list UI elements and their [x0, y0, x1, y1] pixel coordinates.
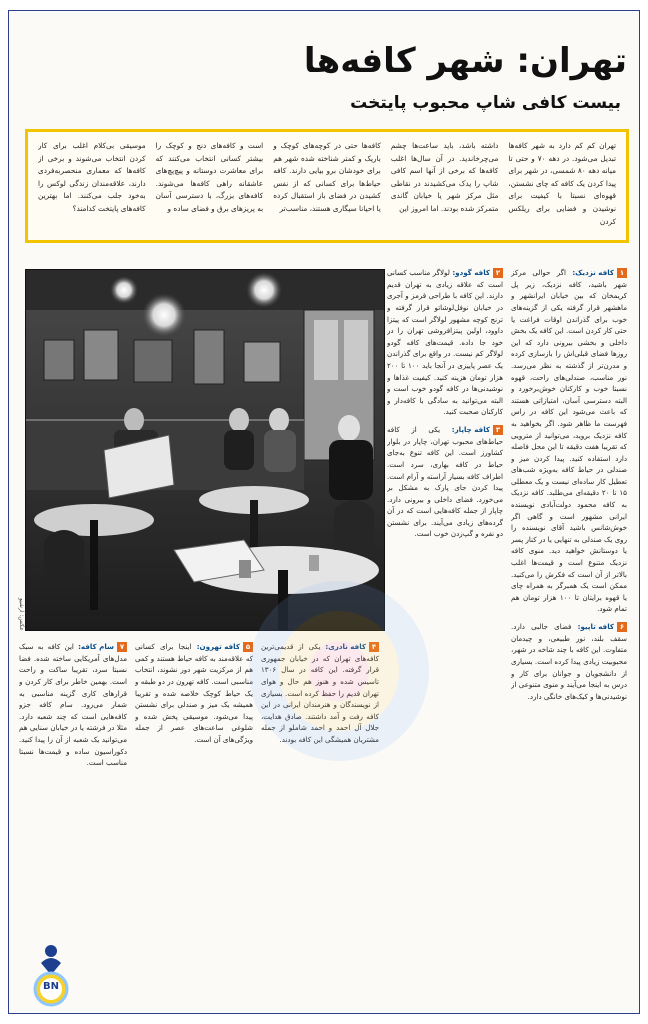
- intro-box: [25, 129, 629, 243]
- column-right: [511, 267, 627, 1011]
- column-bottom-2: [135, 641, 253, 1011]
- column-bottom-1: [261, 641, 379, 1011]
- section-5-number: ۵: [243, 642, 253, 652]
- intro-col-3: کافه‌ها حتی در کوچه‌های کوچک و باریک و کمتر شناخته شده شهر هم برای خودشان برو بیایی دارند. کافه حیاط‌ها برای کسانی که از نفس کشیدن در فضای باز استقبال کرده یا احیانا سیگاری هستند، مناسب‌تر: [273, 141, 381, 213]
- intro-col-4: است و کافه‌های دنج و کوچک را بیشتر کسانی انتخاب می‌کنند که برای معاشرت دوستانه و پیچ‌پچ‌های عاشقانه راهی کافه‌ها می‌شوند. کافه‌های بزرگ، با دسترسی آسان به پریزهای برق و فضای ساده و: [155, 141, 264, 213]
- magazine-page: [8, 10, 640, 1014]
- intro-col-1: تهران کم کم دارد به شهر کافه‌ها تبدیل می‌شود. در دهه ۷۰ و حتی تا میانه دهه ۸۰ شمسی، در شهر برای پیدا کردن یک کافه که چای نشستن، قهوه‌ای نسبتا با کیفیت برای نوشیدن و فضایی برای ریلکس کردن: [508, 141, 616, 226]
- section-1-number: ۱: [617, 268, 627, 278]
- section-5-text: اینجا برای کسانی که علاقه‌مند به کافه حیاط هستند و کمی هم از مرکزیت شهر دور نشوند، انتخاب مناسبی است. کافه تهرون در دو طبقه و یک حیاط کوچک خلاصه شده و تقریبا همیشه یک میز و صندلی برای نشستن پیدا می‌شود. موسیقی پخش شده و شلوغی ساعت‌های عصر از جمله ویژگی‌های آن است.: [135, 642, 253, 744]
- section-1: [511, 267, 627, 615]
- section-7-heading: [78, 641, 127, 653]
- bn-logo: [27, 941, 75, 1013]
- section-6-text: فضای جالبی دارد. سقف بلند، نور طبیعی، و چیدمان متفاوت. این کافه با چند شاخه در شهر، محبوبیت زیادی پیدا کرده است. بسیاری از دانشجویان و جوانان برای کار و درس به اینجا می‌آیند و منوی متنوعی از نوشیدنی‌ها و کیک‌های خانگی دارد.: [511, 622, 627, 701]
- section-3-text: یکی از کافه حیاط‌های محبوب تهران، چاپار در بلوار کشاورز است. این کافه تنوع به‌جای حیاط در کافه بهاری، سرد است. اطراف کافه بسیار آراسته و آرام است. پیدا کردن جای پارک به مشکل بر می‌خورد. فضای داخلی و بیرونی دارد. چاپار از جمله کافه‌هایی است که در آن گرده‌های زیادی می‌آیند. برای نشستن دو نفره و گپ‌زدن خوب است.: [387, 424, 503, 539]
- section-6-title: کافه تاپیو:: [577, 622, 614, 632]
- bn-logo-text: BN: [43, 981, 59, 992]
- section-7: [19, 641, 127, 769]
- section-7-title: سام کافه:: [78, 642, 114, 652]
- section-6-number: ۶: [617, 622, 627, 632]
- section-4-title: کافه نادری:: [325, 642, 366, 652]
- section-4-text: یکی از قدیمی‌ترین کافه‌های تهران که در خیابان جمهوری قرار گرفته. این کافه در سال ۱۳۰۶ تاسیس شده و هنوز هم حال و هوای تهران قدیم را حفظ کرده است. بسیاری از نویسندگان و هنرمندان ایرانی در این کافه رفت و آمد داشتند. صادق هدایت، جلال آل احمد و احمد شاملو از جمله مشتریان همیشگی این کافه بودند.: [261, 642, 379, 744]
- section-6: [511, 621, 627, 702]
- section-2-text: لولاگر مناسب کسانی است که علاقه زیادی به تهران قدیم دارند. این کافه با طراحی قرمز و آجری در خیابان نوفل‌لوشاتو قرار گرفته و ترنج کوچه مشهور لولاگر است که پیتزا داوود، اولین پیتزافروشی تهران را در خود جا داده. قیمت‌های کافه گودو لولاگر کم نیست. در واقع برای گذراندن یک عصر پاییزی در آنجا باید ۱۰۰ تا ۲۰۰ هزار تومان هزینه کنید. کیفیت غذاها و نوشیدنی‌ها در کافه گودو خوب است و البته می‌توانید به سادگی با کافه‌دار و کارکنان صحبت کنید.: [387, 268, 503, 417]
- section-7-text: این کافه به سبک مدل‌های آمریکایی ساخته شده. فضا نسبتا سرد، تقریبا ساکت و راحت است. بهمین خاطر برای کار کردن و قرارهای کاری گزینه مناسبی به شمار می‌رود. سام کافه جزو کافه‌هایی است که چند شعبه دارد. مثلا در فرشته یا در خیابان سنایی هم می‌توانید یک شعبه از آن را پیدا کنید. دکوراسیون ساده و قیمت‌ها نسبتا مناسب است.: [19, 642, 127, 768]
- section-2-number: ۲: [493, 268, 503, 278]
- section-2-title: کافه گودو:: [452, 268, 490, 278]
- article-title: تهران: شهر کافه‌ها: [303, 41, 627, 81]
- cafe-photo: [25, 269, 385, 631]
- column-second: [387, 267, 503, 1011]
- photo-credit: عکس: آرشیو: [18, 598, 25, 631]
- intro-col-2: داشته باشد، باید ساعت‌ها چشم می‌چرخاندید. در آن سال‌ها اغلب کافه‌ها که برخی از آنها اسم کافی شاپ را یدک می‌کشیدند در نقاطی مثل مرکز شهر یا خیابان گاندی متمرکز شده بودند. اما امروز این: [390, 141, 499, 213]
- section-4-number: ۴: [369, 642, 379, 652]
- section-3: [387, 424, 503, 540]
- section-2-heading: [452, 267, 503, 279]
- section-4: [261, 641, 379, 746]
- section-4-heading: [325, 641, 379, 653]
- section-1-text: اگر حوالی مرکز شهر باشید، کافه نزدیک، زیر پل کریمخان که بین خیابان ایرانشهر و ماهشهر قرار گرفته یکی از گزینه‌های خوب برای گذراندن اوقات فراغت یا حتی کار کردن است. این کافه یک بخش داخلی و بخشی بیرونی دارد که این روزها فضای قبلی‌اش را بازسازی کرده و مدرن‌تر از گذشته به نظر می‌رسد. نور مناسب، صندلی‌های راحت، قهوه نسبتا خوب و کارکنان خوش‌برخورد و البته دسترسی آسان، امتیازاتی هستند که باعث می‌شود این کافه در راس فهرست ما ظاهر شود. اگر بخواهید به کافه نزدیک بروید، می‌توانید از مترویی که تقریبا هفت دقیقه تا این محل فاصله دارد استفاده کنید. پیدا کردن میز و صندلی در حیاط کافه به‌ویژه شب‌های تعطیل کار ساده‌ای نیست و یک معطلی ۱۵ تا ۲۰ دقیقه‌ای می‌طلبد. کافه نزدیک به کافه محمود دولت‌آبادی نویسنده ایرانی مشهور است و گاهی اگر خوش‌شانس باشید آقای نویسنده را روی یک صندلی به تنهایی یا در کنار پسر یا دوستانش خواهید دید. منوی کافه نزدیک متنوع است و قیمت‌ها اغلب بالاتر از آن است که فکرش را می‌کنید. ممکن است یک همبرگر به همراه چای یا قهوه برایتان تا ۱۰۰ هزار تومان هم تمام شود.: [511, 268, 627, 614]
- section-7-number: ۷: [117, 642, 127, 652]
- column-bottom-3: [19, 641, 127, 941]
- cafe-interior-illustration: [25, 270, 384, 631]
- section-5: [135, 641, 253, 746]
- section-2: [387, 267, 503, 418]
- section-1-heading: [572, 267, 627, 279]
- section-5-title: کافه تهرون:: [196, 642, 240, 652]
- article-subtitle: بیست کافی شاپ محبوب پایتخت: [350, 93, 621, 113]
- section-3-number: ۳: [493, 425, 503, 435]
- bn-logo-icon: [27, 941, 75, 1013]
- section-3-heading: [452, 424, 503, 436]
- intro-col-5: موسیقی بی‌کلام اغلب برای کار کردن انتخاب می‌شوند و برخی از کافه‌ها که معماری منحصربه‌فردی دارند، علاقه‌مندان زندگی لوکس را به‌خود جلب می‌کنند. اما بهترین کافه‌های پایتخت کدامند؟: [38, 141, 146, 213]
- section-5-heading: [197, 641, 253, 653]
- section-3-title: کافه چاپار:: [451, 425, 490, 435]
- section-1-title: کافه نزدیک:: [572, 268, 614, 278]
- section-6-heading: [578, 621, 627, 633]
